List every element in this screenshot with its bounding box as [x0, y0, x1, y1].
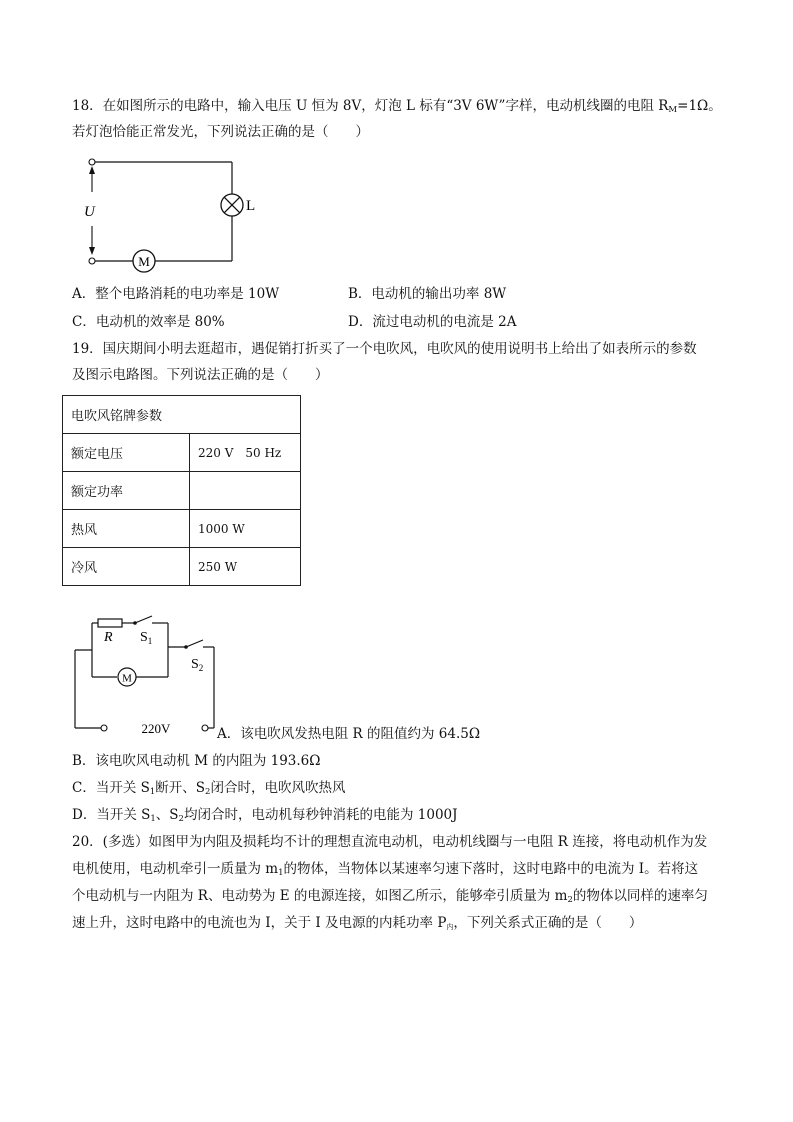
resistor-label: R [104, 630, 113, 645]
table-row [63, 510, 301, 548]
q19-option-a[interactable]: A．该电吹风发热电阻 R 的阻值约为 64.5Ω [217, 726, 481, 742]
q20-stem-line1: 20．(多选）如图甲为内阻及损耗均不计的理想直流电动机，电动机线圈与一电阻 R 连接，将电动机作为发 [72, 834, 708, 850]
q19-option-c[interactable]: C．当开关 $S_1$断开、$S_2$闭合时，电吹风吹热风 [72, 780, 346, 797]
table-value [190, 472, 301, 510]
q19-stem-line2: 及图示电路图。下列说法正确的是（ ） [72, 367, 329, 383]
q20-stem-line3: 个电动机与一内阻为 R、电动势为 E 的电源连接，如图乙所示，能够牵引质量为 $m_2$的物体以同样的速率匀 [72, 888, 708, 905]
source-voltage-label: 220V [141, 721, 171, 736]
q19-circuit-diagram [70, 610, 220, 740]
voltage-label: U [84, 204, 95, 220]
switch-s1 [135, 616, 152, 623]
terminal-bottom [89, 258, 95, 264]
table-value: 1000 W [190, 510, 301, 548]
q19-option-d[interactable]: D．当开关 $S_1$、$S_2$均闭合时，电动机每秒钟消耗的电能为 1000J [72, 807, 458, 824]
switch-s2-label: $S_2$ [191, 657, 204, 673]
terminal-right [202, 725, 208, 731]
table-header-row [63, 396, 301, 434]
q18-option-a[interactable]: A．整个电路消耗的电功率是 10W [72, 286, 280, 302]
table-label: 热风 [63, 510, 190, 548]
q20-stem-line2: 电机使用，电动机牵引一质量为 $m_1$的物体，当物体以某速率匀速下落时，这时电路中的电流为 I。若将这 [72, 861, 699, 878]
svg-text:M: M [122, 672, 132, 685]
lamp-symbol [221, 194, 243, 216]
table-row [63, 472, 301, 510]
terminal-top [89, 159, 95, 165]
q18-option-c[interactable]: C．电动机的效率是 80% [72, 314, 225, 330]
motor-symbol [133, 250, 155, 272]
hair-dryer-spec-table [62, 395, 301, 586]
switch-s1-label: $S_1$ [140, 630, 153, 646]
terminal-left [101, 725, 107, 731]
table-value: 220 V 50 Hz [190, 434, 301, 472]
q19-stem-line1: 19．国庆期间小明去逛超市，遇促销打折买了一个电吹风，电吹风的使用说明书上给出了如表所示的参数 [72, 341, 697, 357]
q18-stem-line2: 若灯泡恰能正常发光，下列说法正确的是（ ） [72, 124, 369, 140]
table-label: 额定功率 [63, 472, 190, 510]
q18-option-d[interactable]: D．流过电动机的电流是 2A [348, 314, 517, 330]
q18-option-b[interactable]: B．电动机的输出功率 8W [348, 286, 507, 302]
svg-text:M: M [138, 254, 150, 269]
q18-circuit-diagram [80, 150, 260, 275]
motor-symbol [118, 668, 136, 686]
table-label: 额定电压 [63, 434, 190, 472]
table-row [63, 434, 301, 472]
q19-option-b[interactable]: B．该电吹风电动机 M 的内阻为 193.6Ω [72, 753, 321, 769]
table-header: 电吹风铭牌参数 [63, 396, 301, 434]
lamp-label: L [246, 198, 256, 214]
table-row [63, 548, 301, 586]
q18-stem-line1: 18．在如图所示的电路中，输入电压 U 恒为 8V，灯泡 L 标有“3V 6W”字样，电动机线圈的电阻 $R_M=1\Omega$。 [72, 98, 722, 115]
table-value: 250 W [190, 548, 301, 586]
q20-stem-line4: 速上升，这时电路中的电流也为 I，关于 I 及电源的内耗功率 $P_内$，下列关系式正确的是（ ） [72, 915, 643, 931]
table-label: 冷风 [63, 548, 190, 586]
switch-s2 [186, 640, 203, 647]
resistor-symbol [98, 619, 122, 627]
